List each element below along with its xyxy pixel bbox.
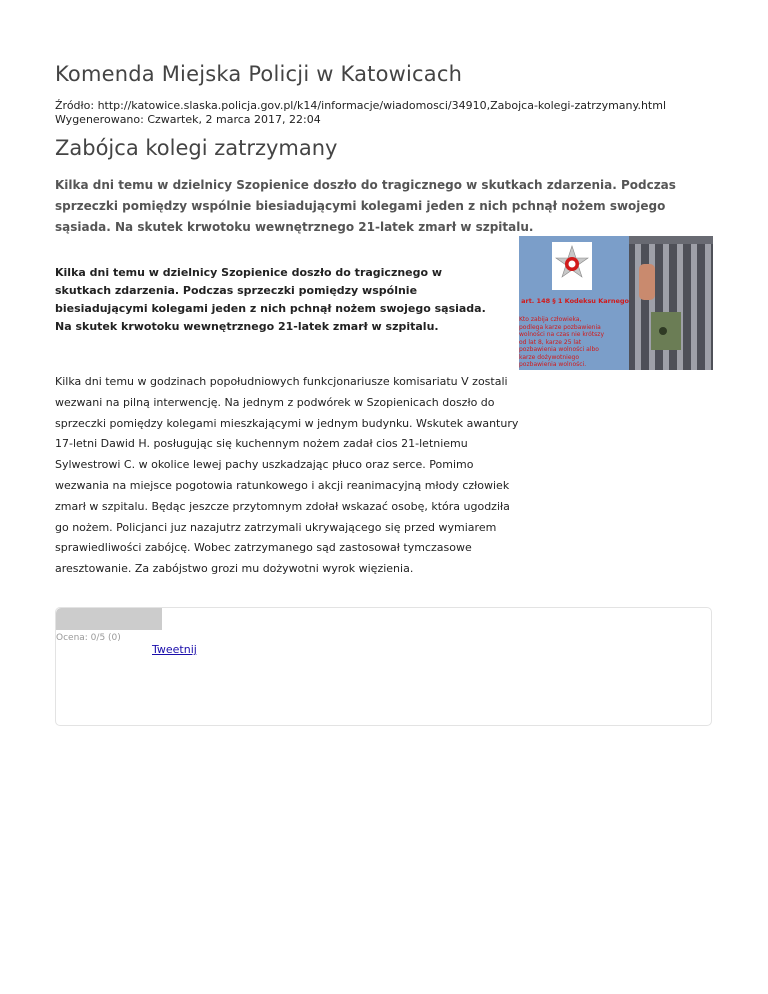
figure-text-line: podlega karze pozbawienia xyxy=(519,323,601,331)
generated-line: Wygenerowano: Czwartek, 2 marca 2017, 22:04 xyxy=(55,113,321,126)
article-body: Kilka dni temu w godzinach popołudniowych funkcjonariusze komisariatu V zostali wezwani na pilną interwencję. Na jednym z podwórek w Szopienicach doszło do sprzeczki pomiędzy kolegami mieszkającymi w jednym budynku. Wskutek awantury 17-letni Dawid H. posługując się kuchennym nożem zadał cios 21-letniemu Sylwestrowi C. w okolice lewej pachy uszkadzając płuco oraz serce. Pomimo wezwania na miejsce pogotowia ratunkowego i akcji reanimacyjną młody człowiek zmarł w szpitalu. Będąc jeszcze przytomnym zdołał wskazać osobę, która ugodziła go nożem. Policjanci juz nazajutrz zatrzymali ukrywającego się przed wymiarem sprawiedliwości zabójcę. Wobec zatrzymanego sąd zastosował tymczasowe aresztowanie. Za zabójstwo grozi mu dożywotni wyrok więzienia. xyxy=(55,375,519,576)
article-lead-repeat: Kilka dni temu w dzielnicy Szopienice doszło do tragicznego w skutkach zdarzenia. Podczas sprzeczki pomiędzy wspólnie biesiadującymi kolegami jeden z nich pchnął nożem swojego sąsiada. Na skutek krwotoku wewnętrznego 21-latek zmarł w szpitalu. xyxy=(55,266,486,333)
rating-label: Ocena: 0/5 (0) xyxy=(56,633,121,643)
source-line: Źródło: http://katowice.slaska.policja.gov.pl/k14/informacje/wiadomosci/34910,Zabojca-kolegi-zatrzymany.html xyxy=(55,99,667,112)
police-star-badge-icon xyxy=(552,242,592,290)
rating-stars[interactable] xyxy=(56,608,162,630)
figure-text-line: karze dożywotniego xyxy=(519,353,580,361)
figure-text-line: pozbawienia wolności. xyxy=(519,361,587,368)
figure-heading: art. 148 § 1 Kodeksu Karnego xyxy=(521,297,629,305)
figure-text xyxy=(519,316,627,369)
figure-text-line: od lat 8, karze 25 lat xyxy=(519,338,582,346)
document-meta xyxy=(55,99,666,127)
rating-panel xyxy=(55,607,712,726)
figure-text-line: pozbawienia wolności albo xyxy=(519,346,599,353)
article-image xyxy=(519,236,713,370)
figure-text-line: Kto zabija człowieka, xyxy=(519,316,582,323)
figure-text-line: wolności na czas nie krótszy xyxy=(519,331,604,338)
site-title: Komenda Miejska Policji w Katowicach xyxy=(55,62,463,86)
tweet-link[interactable]: Tweetnij xyxy=(152,643,197,656)
article-lead: Kilka dni temu w dzielnicy Szopienice doszło do tragicznego w skutkach zdarzenia. Podczas sprzeczki pomiędzy wspólnie biesiadującymi kolegami jeden z nich pchnął nożem swojego sąsiada. Na skutek krwotoku wewnętrznego 21-latek zmarł w szpitalu. xyxy=(55,178,676,234)
article-title: Zabójca kolegi zatrzymany xyxy=(55,136,338,160)
